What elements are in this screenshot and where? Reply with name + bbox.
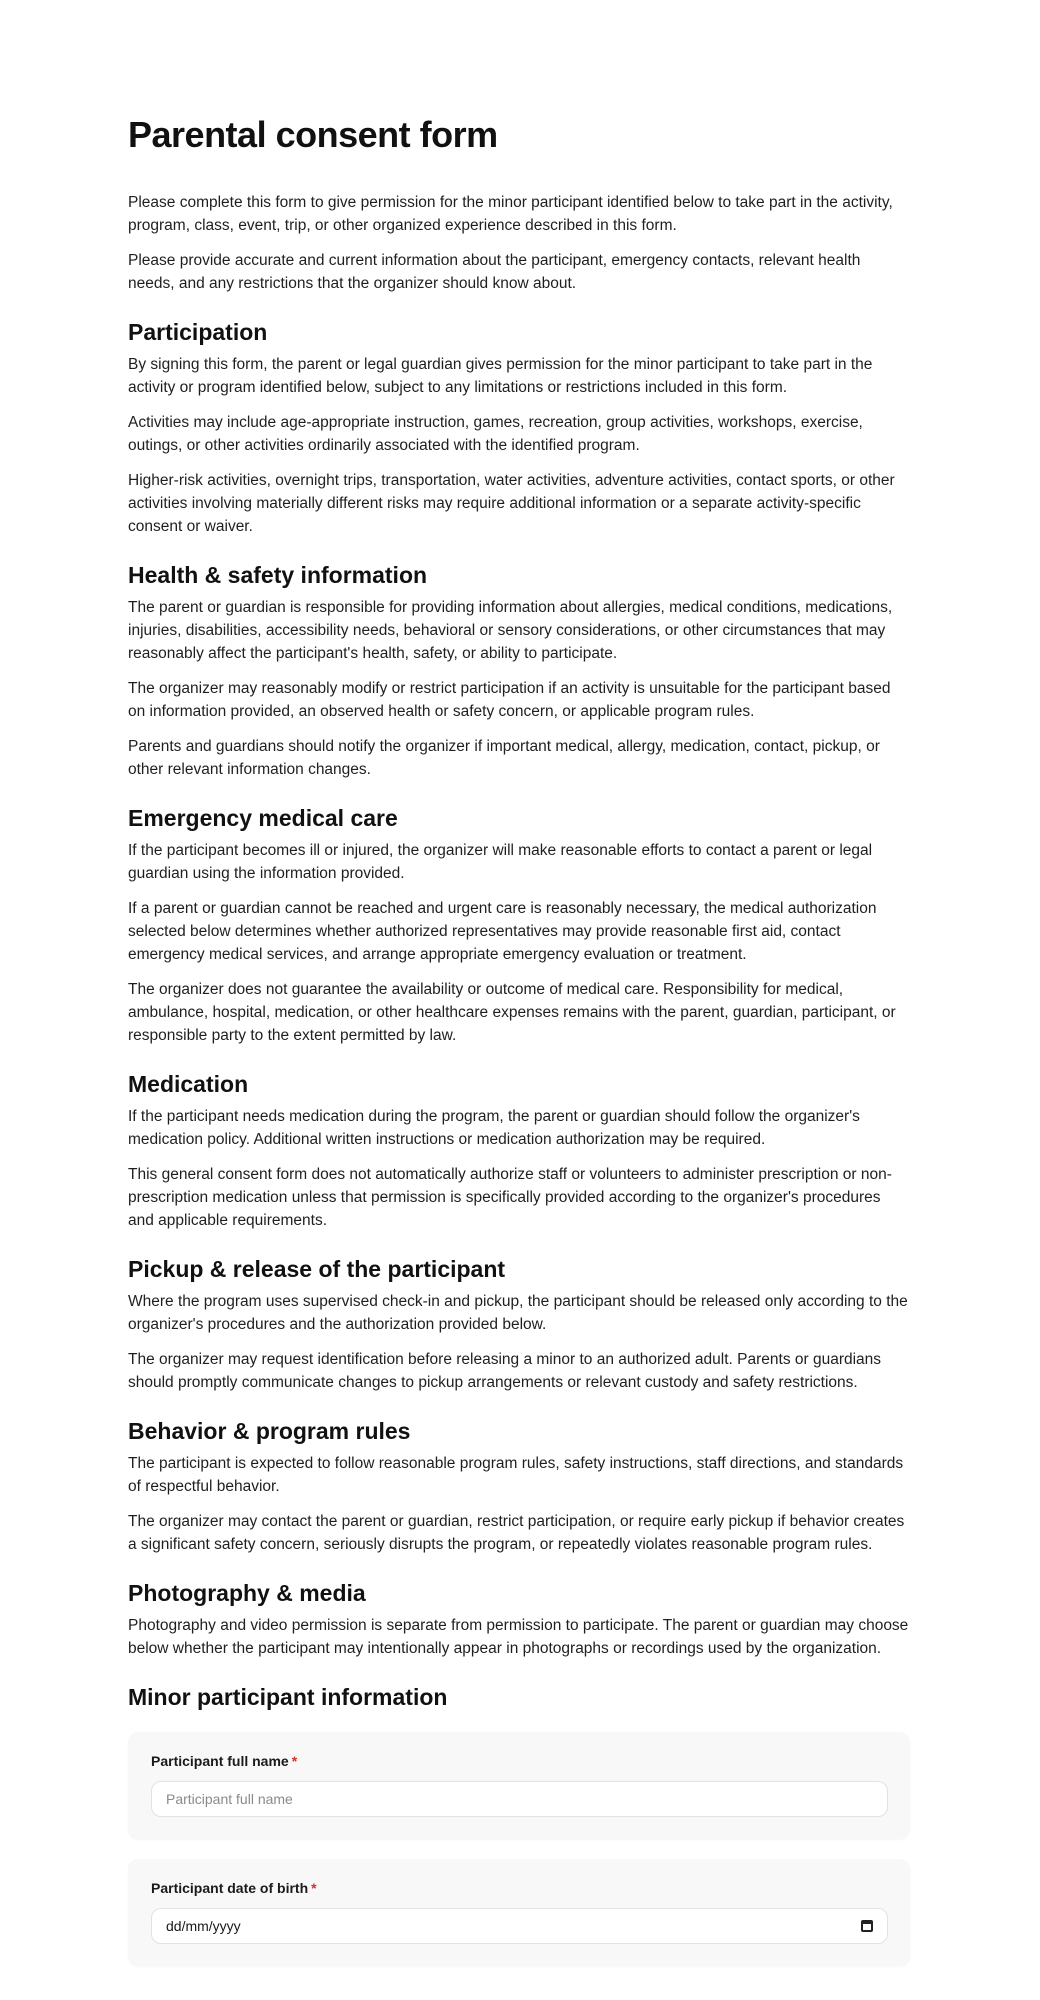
- required-marker: *: [291, 1753, 298, 1769]
- section-paragraph: If a parent or guardian cannot be reached and urgent care is reasonably necessary, the medical authorization selected below determines whether authorized representatives may provide reasonable first aid, contact emergency medical services, and arrange appropriate emergency evaluation or treatment.: [128, 900, 877, 963]
- section-minor-participant-information: [128, 1682, 910, 1966]
- section-health-safety: [128, 560, 910, 781]
- participant-dob-card: [128, 1859, 910, 1966]
- calendar-icon[interactable]: [861, 1920, 873, 1932]
- field-label-text: Participant full name: [151, 1753, 289, 1769]
- section-heading: Behavior & program rules: [128, 1418, 411, 1444]
- section-paragraph: Higher-risk activities, overnight trips, transportation, water activities, adventure activities, contact sports, or other activities involving materially different risks may require additional information or a separate activity-specific consent or waiver.: [128, 472, 895, 535]
- section-paragraph: This general consent form does not automatically authorize staff or volunteers to administer prescription or non-prescription medication unless that permission is specifically provided according to the organizer's procedures and applicable requirements.: [128, 1166, 892, 1229]
- section-heading: Minor participant information: [128, 1684, 448, 1710]
- participant-dob-label: [151, 1879, 888, 1897]
- section-paragraph: The organizer may contact the parent or guardian, restrict participation, or require early pickup if behavior creates a significant safety concern, seriously disrupts the program, or repeatedly violates reasonable program rules.: [128, 1513, 905, 1553]
- intro-paragraph: Please complete this form to give permission for the minor participant identified below to take part in the activity, program, class, event, trip, or other organized experience described in this form.: [128, 194, 893, 234]
- section-paragraph: Activities may include age-appropriate instruction, games, recreation, group activities, workshops, exercise, outings, or other activities ordinarily associated with the identified program.: [128, 414, 863, 454]
- participant-dob-format: dd/mm/yyyy: [166, 1918, 241, 1934]
- section-paragraph: If the participant becomes ill or injured, the organizer will make reasonable efforts to contact a parent or legal guardian using the information provided.: [128, 842, 873, 882]
- section-photography-media: [128, 1578, 910, 1660]
- section-heading: Participation: [128, 319, 268, 345]
- intro-paragraph: Please provide accurate and current information about the participant, emergency contacts, relevant health needs, and any restrictions that the organizer should know about.: [128, 252, 861, 292]
- section-paragraph: Where the program uses supervised check-in and pickup, the participant should be released only according to the organizer's procedures and the authorization provided below.: [128, 1293, 908, 1333]
- section-heading: Emergency medical care: [128, 805, 398, 831]
- section-paragraph: The organizer does not guarantee the availability or outcome of medical care. Responsibility for medical, ambulance, hospital, medication, or other healthcare expenses remains with the parent, guardian, participant, or responsible party to the extent permitted by law.: [128, 981, 896, 1044]
- section-behavior-rules: [128, 1416, 910, 1556]
- section-heading: Health & safety information: [128, 562, 428, 588]
- section-heading: Photography & media: [128, 1580, 366, 1606]
- section-paragraph: By signing this form, the parent or legal guardian gives permission for the minor participant to take part in the activity or program identified below, subject to any limitations or restrictions included in this form.: [128, 356, 873, 396]
- participant-dob-input[interactable]: [151, 1908, 888, 1944]
- field-label-text: Participant date of birth: [151, 1880, 309, 1896]
- section-paragraph: Parents and guardians should notify the organizer if important medical, allergy, medication, contact, pickup, or other relevant information changes.: [128, 738, 880, 778]
- page: [128, 0, 910, 1966]
- section-paragraph: The parent or guardian is responsible for providing information about allergies, medical conditions, medications, injuries, disabilities, accessibility needs, behavioral or sensory considerations, or other circumstances that may reasonably affect the participant's health, safety, or ability to participate.: [128, 599, 893, 662]
- section-heading: Medication: [128, 1071, 249, 1097]
- intro: [128, 191, 910, 295]
- page-title: Parental consent form: [128, 114, 498, 155]
- section-paragraph: The organizer may request identification before releasing a minor to an authorized adult. Parents or guardians should promptly communicate changes to pickup arrangements or relevant custody and safety restrictions.: [128, 1351, 882, 1391]
- section-paragraph: The organizer may reasonably modify or restrict participation if an activity is unsuitable for the participant based on information provided, an observed health or safety concern, or applicable program rules.: [128, 680, 891, 720]
- section-medication: [128, 1069, 910, 1232]
- participant-name-input[interactable]: [151, 1781, 888, 1817]
- participant-name-card: [128, 1732, 910, 1839]
- section-heading: Pickup & release of the participant: [128, 1256, 506, 1282]
- section-paragraph: If the participant needs medication during the program, the parent or guardian should follow the organizer's medication policy. Additional written instructions or medication authorization may be required.: [128, 1108, 860, 1148]
- participant-name-label: [151, 1752, 888, 1770]
- section-participation: [128, 317, 910, 538]
- participant-name-placeholder: Participant full name: [166, 1791, 293, 1807]
- section-emergency-medical-care: [128, 803, 910, 1047]
- section-pickup-release: [128, 1254, 910, 1394]
- section-paragraph: Photography and video permission is separate from permission to participate. The parent or guardian may choose below whether the participant may intentionally appear in photographs or recordings used by the organization.: [128, 1617, 909, 1657]
- section-paragraph: The participant is expected to follow reasonable program rules, safety instructions, staff directions, and standards of respectful behavior.: [128, 1455, 904, 1495]
- required-marker: *: [311, 1880, 317, 1896]
